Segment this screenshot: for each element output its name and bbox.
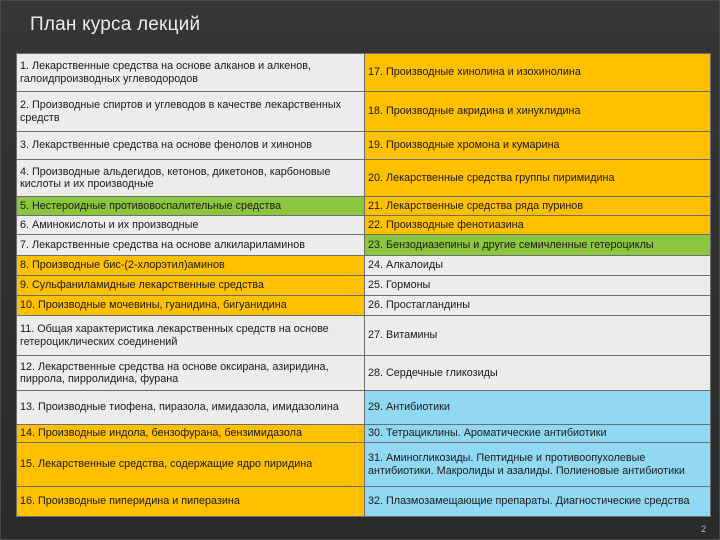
table-row — [17, 425, 711, 443]
lecture-cell-right: 32. Плазмозамещающие препараты. Диагностические средства — [365, 487, 711, 517]
lecture-cell-left: 15. Лекарственные средства, содержащие ядро пиридина — [17, 443, 365, 487]
table-row — [17, 443, 711, 487]
lecture-cell-left: 7. Лекарственные средства на основе алкиларилaминов — [17, 235, 365, 256]
lecture-cell-right: 24. Алкалоиды — [365, 256, 711, 276]
lecture-cell-left: 11. Общая характеристика лекарственных средств на основе гетероциклических соединений — [17, 316, 365, 356]
lecture-cell-right: 31. Аминогликозиды. Пептидные и противоопухолевые антибиотики. Макролиды и азалиды. Полиеновые антибиотики — [365, 443, 711, 487]
table-row — [17, 160, 711, 197]
table-row — [17, 316, 711, 356]
table-row — [17, 296, 711, 316]
lecture-cell-left: 9. Сульфаниламидные лекарственные средства — [17, 276, 365, 296]
lecture-plan-table — [16, 53, 711, 517]
lecture-cell-right: 26. Простагландины — [365, 296, 711, 316]
lecture-cell-left: 16. Производные пиперидина и пиперазина — [17, 487, 365, 517]
lecture-cell-left: 3. Лекарственные средства на основе фенолов и хинонов — [17, 132, 365, 160]
lecture-cell-right: 18. Производные акридина и хинуклидина — [365, 92, 711, 132]
lecture-cell-right: 30. Тетрациклины. Ароматические антибиотики — [365, 425, 711, 443]
lecture-cell-right: 27. Витамины — [365, 316, 711, 356]
lecture-cell-left: 6. Аминокислоты и их производные — [17, 216, 365, 235]
table-row — [17, 235, 711, 256]
lecture-cell-left: 8. Производные бис-(2-хлорэтил)аминов — [17, 256, 365, 276]
table-row — [17, 216, 711, 235]
lecture-cell-right: 28. Сердечные гликозиды — [365, 356, 711, 391]
table-row — [17, 276, 711, 296]
lecture-cell-left: 5. Нестероидные противовоспалительные средства — [17, 197, 365, 216]
lecture-cell-left: 1. Лекарственные средства на основе алканов и алкенов, галоидпроизводных углеводородов — [17, 54, 365, 92]
table-row — [17, 256, 711, 276]
lecture-cell-left: 13. Производные тиофена, пиразола, имидазола, имидазолина — [17, 391, 365, 425]
lecture-cell-right: 21. Лекарственные средства ряда пуринов — [365, 197, 711, 216]
lecture-cell-left: 4. Производные альдегидов, кетонов, дикетонов, карбоновые кислоты и их производные — [17, 160, 365, 197]
slide-title: План курса лекций — [30, 14, 201, 35]
table-row — [17, 356, 711, 391]
lecture-cell-right: 22. Производные фенотиазина — [365, 216, 711, 235]
lecture-cell-left: 12. Лекарственные средства на основе оксирана, азиридина, пиррола, пирролидина, фурана — [17, 356, 365, 391]
table-row — [17, 391, 711, 425]
table-row — [17, 54, 711, 92]
lecture-cell-right: 29. Антибиотики — [365, 391, 711, 425]
page-number: 2 — [700, 524, 706, 534]
lecture-cell-right: 19. Производные хромона и кумарина — [365, 132, 711, 160]
table-row — [17, 487, 711, 517]
lecture-cell-left: 2. Производные спиртов и углеводов в качестве лекарственных средств — [17, 92, 365, 132]
lecture-cell-left: 10. Производные мочевины, гуанидина, бигуанидина — [17, 296, 365, 316]
lecture-cell-right: 17. Производные хинолина и изохинолина — [365, 54, 711, 92]
table-row — [17, 92, 711, 132]
lecture-cell-right: 23. Бензодиазепины и другие семичленные гетероциклы — [365, 235, 711, 256]
lecture-cell-right: 20. Лекарственные средства группы пиримидина — [365, 160, 711, 197]
lecture-cell-left: 14. Производные индола, бензофурана, бензимидазола — [17, 425, 365, 443]
table-row — [17, 132, 711, 160]
table-row — [17, 197, 711, 216]
lecture-cell-right: 25. Гормоны — [365, 276, 711, 296]
